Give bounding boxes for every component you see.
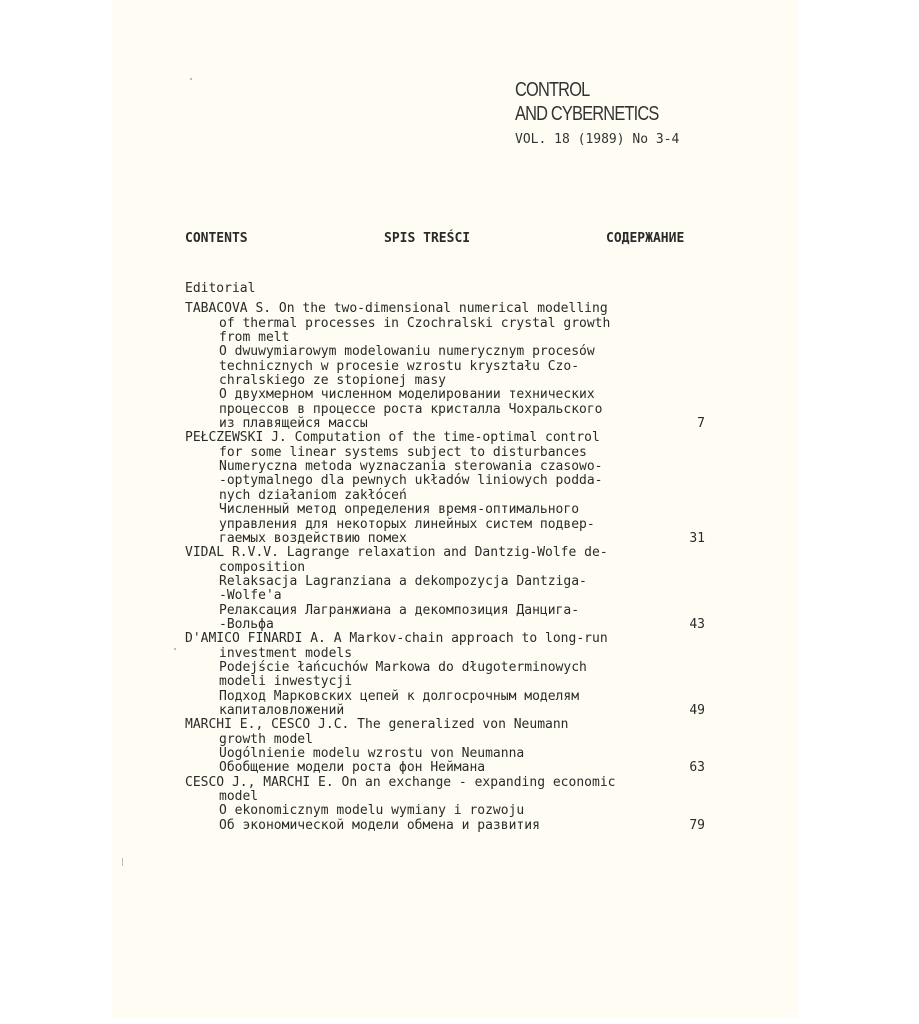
entry-line: modeli inwestycji xyxy=(219,674,353,690)
toc-entry xyxy=(185,431,705,546)
entry-page-number: 49 xyxy=(689,702,705,718)
journal-title-line2: AND CYBERNETICS xyxy=(515,103,659,125)
scan-mark xyxy=(190,78,192,80)
entry-line: from melt xyxy=(219,330,290,346)
journal-volume: VOL. 18 (1989) No 3-4 xyxy=(515,132,680,147)
toc-entries xyxy=(185,302,705,833)
entry-line: управления для некоторых линейных систем подвер- xyxy=(219,516,595,532)
entry-line: Podejście łańcuchów Markowa do długoterminowych xyxy=(219,659,587,675)
entry-line: O dwuwymiarowym modelowaniu numerycznym procesów xyxy=(219,344,595,360)
entry-line: nych działaniom zakłóceń xyxy=(219,487,407,503)
toc-entry xyxy=(185,718,705,775)
entry-page-number: 79 xyxy=(689,817,705,833)
entry-page-number: 43 xyxy=(689,616,705,632)
heading-spis-tresci: SPIS TREŚCI xyxy=(384,231,471,246)
toc-entry xyxy=(185,632,705,718)
entry-line: of thermal processes in Czochralski crystal growth xyxy=(219,315,611,331)
entry-line: Uogólnienie modelu wzrostu von Neumanna xyxy=(219,746,525,761)
entry-author-title: PEŁCZEWSKI J. Computation of the time-optimal control xyxy=(185,430,600,446)
entry-author-title: MARCHI E., CESCO J.C. The generalized von Neumann xyxy=(185,717,569,733)
entry-line: капиталовложений xyxy=(219,702,345,718)
entry-line: Численный метод определения время-оптимального xyxy=(219,502,580,518)
entry-author-title: TABACOVA S. On the two-dimensional numerical modelling xyxy=(185,301,608,317)
entry-line: -Wolfe'a xyxy=(219,588,282,604)
entry-page-number: 7 xyxy=(697,416,705,432)
toc-entry xyxy=(185,776,705,833)
heading-contents: CONTENTS xyxy=(185,231,248,246)
entry-line: из плавящейся массы xyxy=(219,416,368,432)
entry-line: growth model xyxy=(219,731,313,747)
entry-line: процессов в процессе роста кристалла Чохральского xyxy=(219,401,603,417)
toc-entry xyxy=(185,302,705,431)
entry-page-number: 63 xyxy=(689,760,705,776)
journal-title-line1: CONTROL xyxy=(515,79,590,101)
heading-soderzhanie: СОДЕРЖАНИЕ xyxy=(606,231,685,246)
entry-line: Numeryczna metoda wyznaczania sterowania czasowo- xyxy=(219,459,603,475)
entry-line: for some linear systems subject to disturbances xyxy=(219,444,587,460)
scan-mark xyxy=(174,648,176,650)
entry-page-number: 31 xyxy=(689,530,705,546)
entry-author-title: VIDAL R.V.V. Lagrange relaxation and Dantzig-Wolfe de- xyxy=(185,545,608,561)
entry-author-title: D'AMICO FINARDI A. A Markov-chain approach to long-run xyxy=(185,631,608,647)
entry-line: O ekonomicznym modelu wymiany i rozwoju xyxy=(219,803,525,819)
entry-line: investment models xyxy=(219,645,353,661)
table-of-contents xyxy=(185,282,705,833)
entry-line: composition xyxy=(219,559,306,575)
entry-line: Обобщение модели роста фон Неймана xyxy=(219,760,486,776)
entry-line: model xyxy=(219,789,259,805)
entry-line: О двухмерном численном моделировании технических xyxy=(219,387,595,403)
journal-header xyxy=(515,78,690,148)
entry-line: -Вольфа xyxy=(219,616,274,632)
entry-line: Подход Марковских цепей к долгосрочным моделям xyxy=(219,688,580,704)
entry-line: -optymalnego dla pewnych układów liniowych podda- xyxy=(219,473,603,489)
entry-line: гаемых воздействию помех xyxy=(219,530,407,546)
scan-mark xyxy=(122,858,123,866)
entry-line: Релаксация Лагранжиана а декомпозиция Данцига- xyxy=(219,602,580,618)
editorial-label: Editorial xyxy=(185,281,256,296)
entry-line: Об экономической модели обмена и развития xyxy=(219,817,540,833)
toc-entry xyxy=(185,546,705,632)
entry-author-title: CESCO J., MARCHI E. On an exchange - expanding economic xyxy=(185,774,616,790)
entry-line: chralskiego ze stopionej masy xyxy=(219,373,446,389)
entry-line: Relaksacja Lagranziana a dekompozycja Dantziga- xyxy=(219,573,587,589)
entry-line: technicznych w procesie wzrostu kryształu Czo- xyxy=(219,358,580,374)
